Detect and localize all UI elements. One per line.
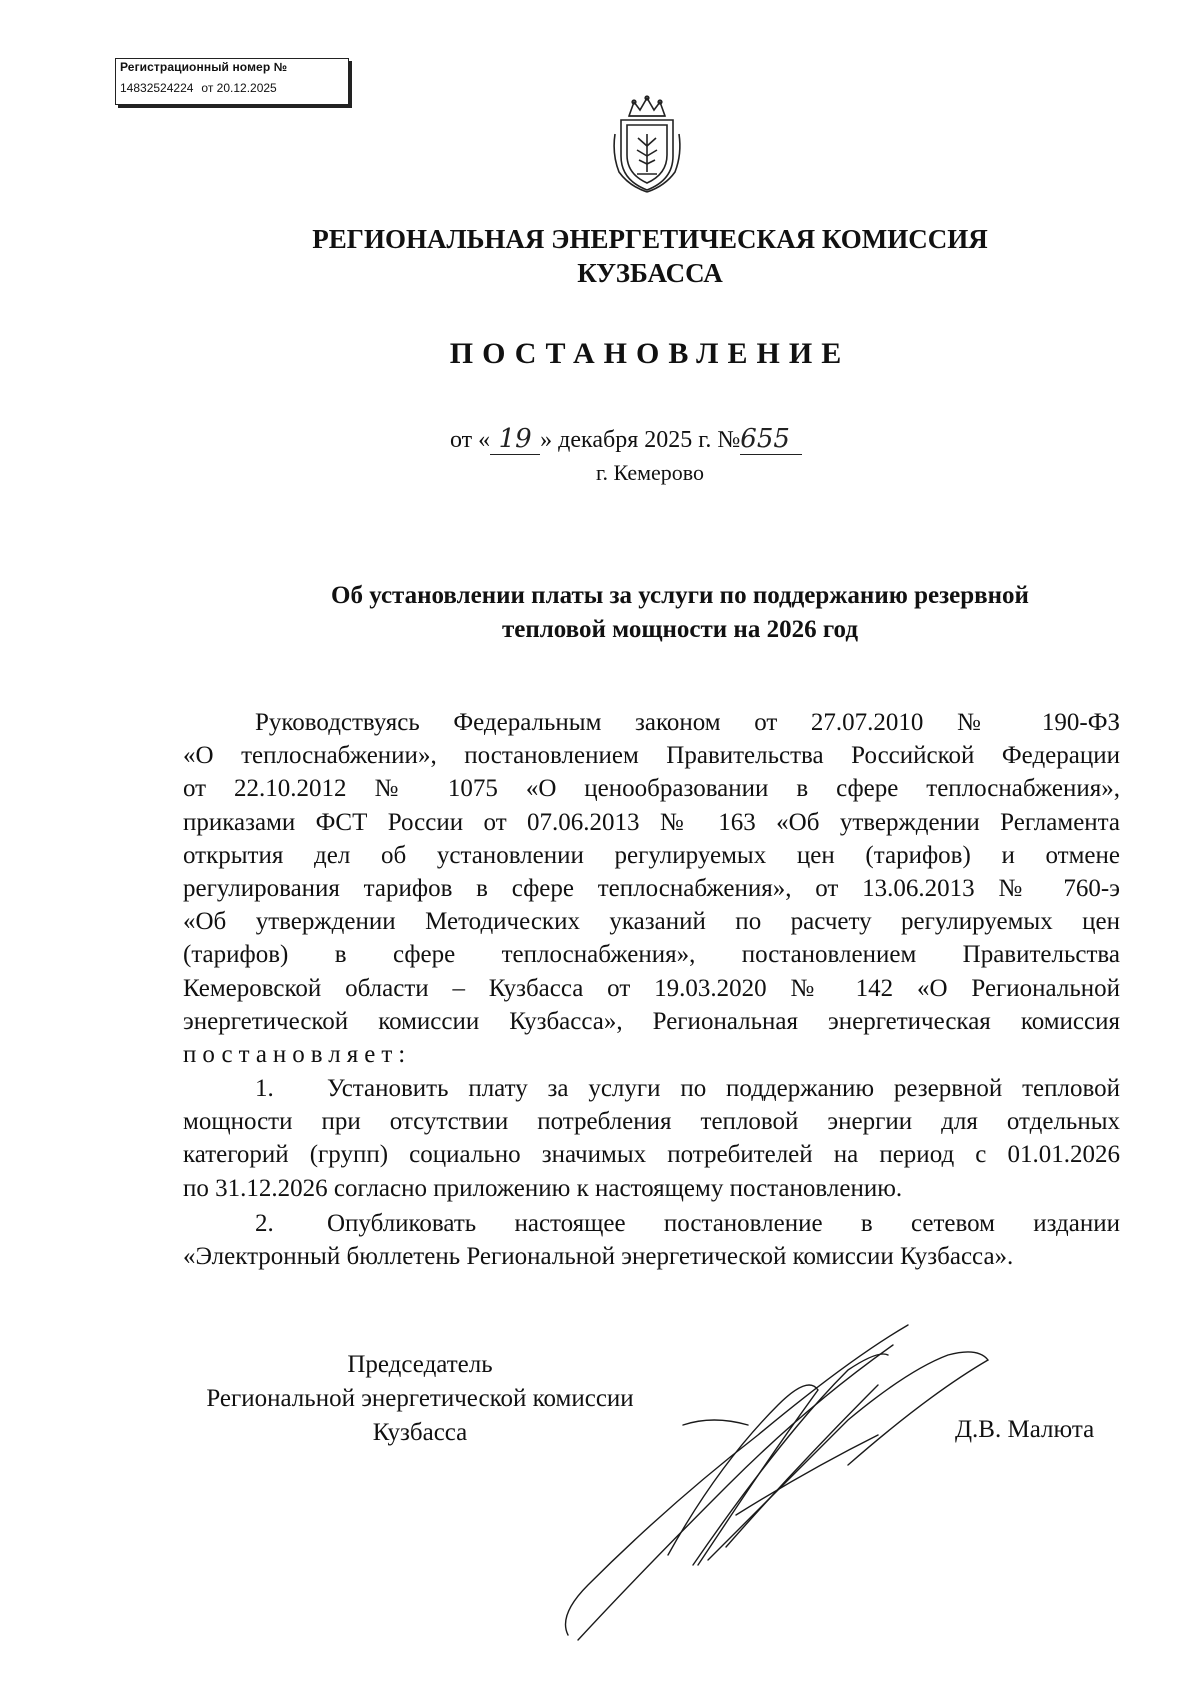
item-2-number: 2. xyxy=(255,1210,274,1237)
item-2 xyxy=(183,1207,1120,1273)
registration-label: Регистрационный номер № xyxy=(120,60,288,74)
date-day: 19 xyxy=(490,424,540,455)
registration-stamp xyxy=(115,58,349,105)
preamble xyxy=(183,706,1120,1071)
preamble-line: Кемеровской области – Кузбасса от 19.03.2020 № 142 «О Региональной xyxy=(183,974,1120,1002)
item-1-line: мощности при отсутствии потребления тепловой энергии для отдельных xyxy=(183,1108,1120,1136)
preamble-line: энергетической комиссии Кузбасса», Региональная энергетическая комиссия xyxy=(183,1007,1120,1035)
date-middle: » декабря 2025 г. № xyxy=(540,427,741,453)
item-1-line: по 31.12.2026 согласно приложению к настоящему постановлению. xyxy=(183,1174,903,1202)
organization-name-line2: КУЗБАССА xyxy=(577,258,723,288)
date-line xyxy=(450,424,802,455)
preamble-line: от 22.10.2012 № 1075 «О ценообразовании в сфере теплоснабжения», xyxy=(183,775,1120,803)
registration-number: 14832524224 xyxy=(120,81,194,95)
subject-line2: тепловой мощности на 2026 год xyxy=(502,616,858,643)
city: г. Кемерово xyxy=(595,460,705,485)
registration-date: от 20.12.2025 xyxy=(201,81,277,95)
item-1-line: Установить плату за услуги по поддержанию резервной тепловой xyxy=(327,1075,1120,1102)
date-prefix: от « xyxy=(450,427,491,453)
signatory-title-line2: Региональной энергетической комиссии xyxy=(206,1385,634,1412)
preamble-line: приказами ФСТ России от 07.06.2013 № 163 «Об утверждении Регламента xyxy=(183,808,1120,836)
signatory-name: Д.В. Малюта xyxy=(955,1416,1095,1443)
registration-details xyxy=(120,82,285,94)
kuzbass-coat-of-arms-icon xyxy=(609,94,685,194)
preamble-line-resolves: постановляет: xyxy=(183,1041,412,1069)
item-2-first-line xyxy=(183,1207,1120,1240)
item-1-first-line xyxy=(183,1072,1120,1105)
document-number: 655 xyxy=(740,424,802,455)
preamble-line: «О теплоснабжении», постановлением Правительства Российской Федерации xyxy=(183,742,1120,770)
preamble-line: «Об утверждении Методических указаний по расчету регулируемых цен xyxy=(183,908,1120,936)
preamble-line: открытия дел об установлении регулируемых цен (тарифов) и отмене xyxy=(183,841,1120,869)
signatory-title-line1: Председатель xyxy=(347,1351,493,1378)
item-2-line: Опубликовать настоящее постановление в сетевом издании xyxy=(327,1210,1120,1237)
item-1 xyxy=(183,1072,1120,1205)
preamble-line: Руководствуясь Федеральным законом от 27.07.2010 № 190-ФЗ xyxy=(255,709,1120,736)
handwritten-signature xyxy=(548,1315,998,1655)
item-1-line: категорий (групп) социально значимых потребителей на период с 01.01.2026 xyxy=(183,1141,1120,1169)
subject-line1: Об установлении платы за услуги по поддержанию резервной xyxy=(331,582,1029,609)
document-type: ПОСТАНОВЛЕНИЕ xyxy=(449,337,851,370)
organization-name-line1: РЕГИОНАЛЬНАЯ ЭНЕРГЕТИЧЕСКАЯ КОМИССИЯ xyxy=(312,224,988,254)
preamble-line: регулирования тарифов в сфере теплоснабжения», от 13.06.2013 № 760-э xyxy=(183,875,1120,903)
item-2-line: «Электронный бюллетень Региональной энергетической комиссии Кузбасса». xyxy=(183,1243,1014,1271)
signatory-title-line3: Кузбасса xyxy=(372,1419,468,1446)
item-1-number: 1. xyxy=(255,1075,274,1102)
preamble-line: (тарифов) в сфере теплоснабжения», постановлением Правительства xyxy=(183,941,1120,969)
